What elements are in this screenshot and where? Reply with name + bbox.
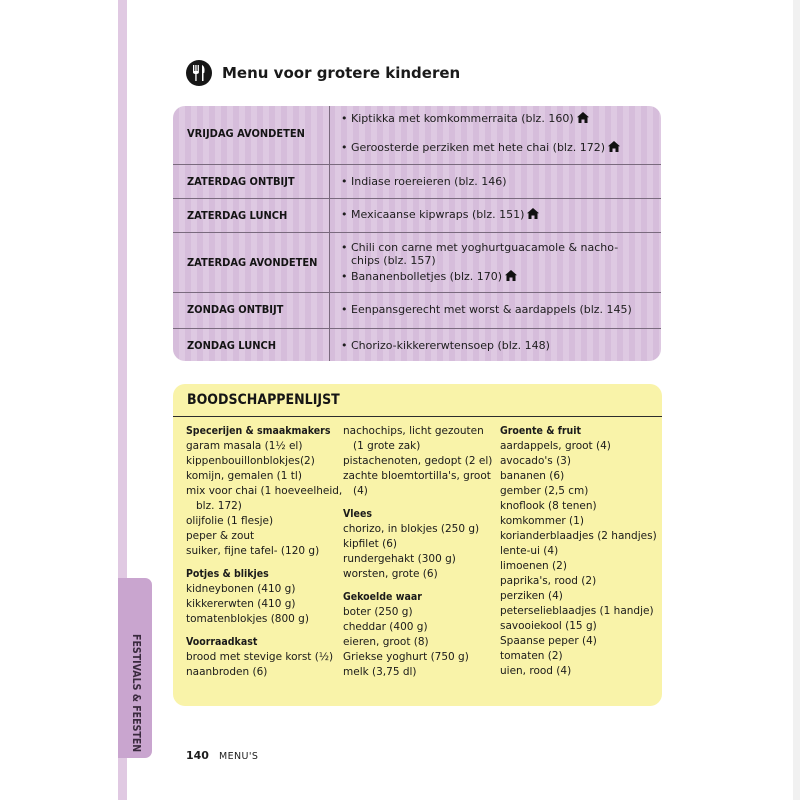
list-item: aardappels, groot (4) (500, 440, 611, 452)
shopping-column (186, 424, 346, 680)
shopping-list-box (173, 384, 662, 706)
menu-dish: • Mexicaanse kipwraps (blz. 151) (341, 208, 641, 221)
list-item: kippenbouillonblokjes(2) (186, 455, 315, 467)
list-item: brood met stevige korst (½) (186, 651, 334, 663)
home-icon (527, 208, 539, 219)
menu-row (173, 106, 661, 165)
dish-text: Indiase roereieren (blz. 146) (351, 175, 507, 188)
menu-day: ZONDAG LUNCH (187, 339, 277, 352)
dish-text: Bananenbolletjes (blz. 170) (351, 270, 503, 283)
list-item: knoflook (8 tenen) (500, 500, 597, 512)
menu-dish: • Kiptikka met komkommerraita (blz. 160) (341, 112, 641, 125)
list-item: cheddar (400 g) (343, 621, 428, 633)
section-heading: Potjes & blikjes (186, 568, 269, 580)
shopping-column (343, 424, 503, 680)
menu-day: VRIJDAG AVONDETEN (187, 127, 305, 140)
home-icon (608, 141, 620, 152)
list-item: worsten, grote (6) (343, 568, 438, 580)
list-item: zachte bloemtortilla's, groot (343, 470, 491, 482)
shopping-list-title: BOODSCHAPPENLIJST (187, 392, 340, 408)
footer-section: MENU'S (218, 751, 259, 762)
list-item: melk (3,75 dl) (343, 666, 417, 678)
list-item: komijn, gemalen (1 tl) (186, 470, 302, 482)
list-item: suiker, fijne tafel- (120 g) (186, 545, 320, 557)
cutlery-icon (186, 60, 212, 86)
home-icon (577, 112, 589, 123)
page-right-edge (793, 0, 800, 800)
menu-day: ZATERDAG ONTBIJT (187, 175, 295, 188)
list-item: blz. 172) (196, 500, 242, 512)
dish-text: Eenpansgerecht met worst & aardappels (blz. 145) (351, 303, 632, 316)
page-number: 140 (186, 749, 209, 762)
list-item: mix voor chai (1 hoeveelheid, (186, 485, 343, 497)
menu-row (173, 164, 661, 199)
menu-row (173, 198, 661, 233)
list-item: chorizo, in blokjes (250 g) (343, 523, 480, 535)
dish-text: Geroosterde perziken met hete chai (blz. 172) (351, 141, 606, 154)
menu-dish: • Indiase roereieren (blz. 146) (341, 175, 507, 188)
list-item: komkommer (1) (500, 515, 584, 527)
list-item: boter (250 g) (343, 606, 413, 618)
menu-day: ZATERDAG LUNCH (187, 209, 288, 222)
list-item: olijfolie (1 flesje) (186, 515, 274, 527)
list-item: pistachenoten, gedopt (2 el) (343, 455, 493, 467)
list-item: rundergehakt (300 g) (343, 553, 456, 565)
menu-table (173, 106, 661, 361)
home-icon (505, 270, 517, 281)
dish-text: Kiptikka met komkommerraita (blz. 160) (351, 112, 574, 125)
section-heading: Gekoelde waar (343, 591, 422, 603)
list-item: lente-ui (4) (500, 545, 559, 557)
menu-day: ZONDAG ONTBIJT (187, 303, 284, 316)
shopping-list-rule (173, 416, 662, 417)
list-item: Spaanse peper (4) (500, 635, 597, 647)
list-item: avocado's (3) (500, 455, 571, 467)
list-item: Griekse yoghurt (750 g) (343, 651, 469, 663)
section-heading: Groente & fruit (500, 425, 582, 437)
menu-dish: • Bananenbolletjes (blz. 170) (341, 270, 641, 283)
section-heading: Vlees (343, 508, 372, 520)
menu-dish: • Chili con carne met yoghurtguacamole & nacho-chips (blz. 157) (341, 241, 619, 267)
list-item: perziken (4) (500, 590, 563, 602)
list-item: kikkererwten (410 g) (186, 598, 296, 610)
menu-title: Menu voor grotere kinderen (222, 64, 461, 82)
menu-dish: • Geroosterde perziken met hete chai (blz. 172) (341, 141, 641, 154)
list-item: korianderblaadjes (2 handjes) (500, 530, 657, 542)
list-item: kipfilet (6) (343, 538, 397, 550)
section-heading: Specerijen & smaakmakers (186, 425, 331, 437)
menu-row (173, 232, 661, 293)
dish-text: Chili con carne met yoghurtguacamole & nacho-chips (blz. 157) (351, 241, 619, 267)
list-item: nachochips, licht gezouten (343, 425, 484, 437)
list-item: garam masala (1½ el) (186, 440, 303, 452)
list-item: tomaten (2) (500, 650, 563, 662)
list-item: paprika's, rood (2) (500, 575, 597, 587)
list-item: peper & zout (186, 530, 255, 542)
list-item: uien, rood (4) (500, 665, 572, 677)
list-item: (1 grote zak) (353, 440, 421, 452)
side-tab-label (130, 634, 142, 674)
page-footer (186, 749, 258, 762)
shopping-column (500, 424, 658, 679)
list-item: peterselieblaadjes (1 handje) (500, 605, 654, 617)
list-item: (4) (353, 485, 368, 497)
list-item: eieren, groot (8) (343, 636, 429, 648)
menu-row (173, 292, 661, 329)
menu-dish: • Eenpansgerecht met worst & aardappels (blz. 145) (341, 303, 632, 316)
list-item: gember (2,5 cm) (500, 485, 589, 497)
dish-text: Mexicaanse kipwraps (blz. 151) (351, 208, 525, 221)
menu-dish: • Chorizo-kikkererwtensoep (blz. 148) (341, 339, 550, 352)
dish-text: Chorizo-kikkererwtensoep (blz. 148) (351, 339, 550, 352)
menu-day: ZATERDAG AVONDETEN (187, 256, 318, 269)
list-item: tomatenblokjes (800 g) (186, 613, 309, 625)
list-item: limoenen (2) (500, 560, 567, 572)
list-item: savooiekool (15 g) (500, 620, 597, 632)
menu-heading (186, 60, 460, 86)
menu-row (173, 328, 661, 361)
list-item: naanbroden (6) (186, 666, 268, 678)
list-item: bananen (6) (500, 470, 565, 482)
list-item: kidneybonen (410 g) (186, 583, 296, 595)
section-heading: Voorraadkast (186, 636, 258, 648)
